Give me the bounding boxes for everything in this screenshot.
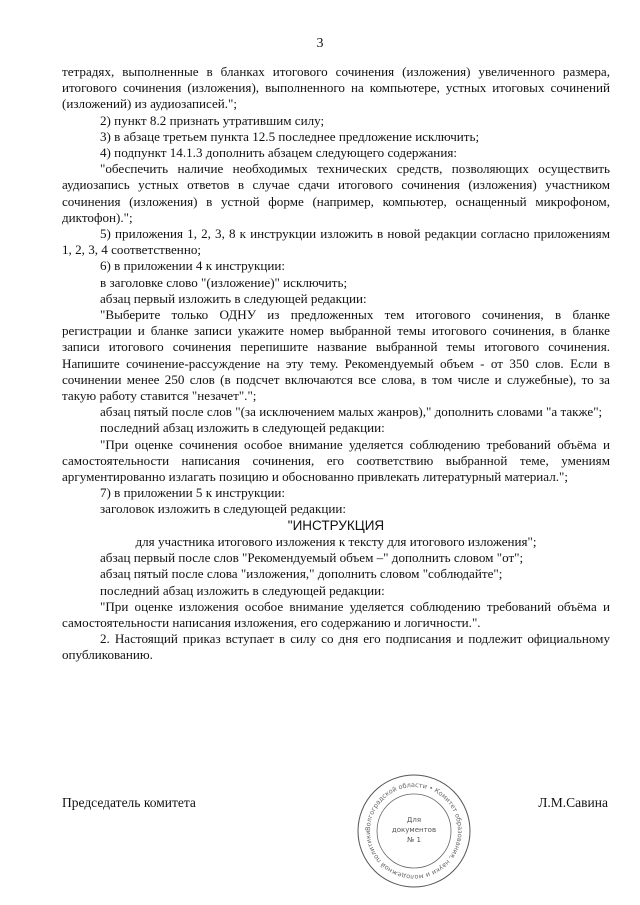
paragraph-last-para-change-2: последний абзац изложить в следующей редакции: xyxy=(100,582,385,598)
stamp-line-3: № 1 xyxy=(407,836,421,844)
paragraph-quote-exposition-evaluation: "При оценке изложения особое внимание уделяется соблюдению требований объёма и самостоятельности написания изложения, его содержанию и логичности.". xyxy=(62,598,610,630)
paragraph-continuation: тетрадях, выполненные в бланках итогового сочинения (изложения) увеличенного размера, итогового сочинения (изложения), выполненного на компьютере, устных итоговых сочинений (изложений) из аудиозаписей."; xyxy=(62,64,610,112)
paragraph-quote-equipment: "обеспечить наличие необходимых технических средств, позволяющих осуществить аудиозапись устных ответов в случае сдачи итогового сочинения (изложения) участником сочинения (изложения) в устной форме (например, компьютер, оснащенный микрофоном, диктофон)."; xyxy=(62,161,610,225)
paragraph-first-para-change: абзац первый изложить в следующей редакции: xyxy=(100,290,367,306)
paragraph-item-2: 2) пункт 8.2 признать утратившим силу; xyxy=(100,112,325,128)
instruction-subheading: для участника итогового изложения к тексту для итогового изложения"; xyxy=(135,533,537,549)
signatory-name: Л.М.Савина xyxy=(538,795,608,810)
signatory-position: Председатель комитета xyxy=(62,795,196,810)
stamp-ring-text: Волгоградской области • Комитет образования, науки и молодежной политики xyxy=(363,780,465,882)
stamp-line-1: Для xyxy=(406,816,422,824)
paragraph-quote-essay: "Выберите только ОДНУ из предложенных тем итогового сочинения, в бланке регистрации и бланке записи укажите номер выбранной темы итогового сочинения, в бланке записи итогового сочинения перепишите название выбранной темы итогового сочинения. Напишите сочинение-рассуждение на эту тему. Рекомендуемый объем - от 350 слов. Если в сочинении менее 250 слов (в подсчет включаются все слова, в том числе и служебные), то за такую работу ставится "незачет"."; xyxy=(62,307,610,404)
paragraph-effective-date: 2. Настоящий приказ вступает в силу со дня его подписания и подлежит официальному опубликованию. xyxy=(62,631,610,663)
paragraph-fifth-para-add: абзац пятый после слова "изложения," дополнить словом "соблюдайте"; xyxy=(100,566,503,582)
paragraph-fifth-para-change: абзац пятый после слов "(за исключением малых жанров)," дополнить словами "а также"; xyxy=(100,404,603,420)
paragraph-last-para-change: последний абзац изложить в следующей редакции: xyxy=(100,420,385,436)
paragraph-item-3: 3) в абзаце третьем пункта 12.5 последнее предложение исключить; xyxy=(100,128,480,144)
document-body xyxy=(62,64,610,664)
instruction-heading: "ИНСТРУКЦИЯ xyxy=(287,517,385,533)
official-stamp xyxy=(355,772,473,890)
paragraph-heading-change: в заголовке слово "(изложение)" исключить; xyxy=(100,274,348,290)
stamp-line-2: документов xyxy=(391,826,437,834)
paragraph-title-change: заголовок изложить в следующей редакции: xyxy=(100,501,346,517)
paragraph-item-5: 5) приложения 1, 2, 3, 8 к инструкции изложить в новой редакции согласно приложениям 1, 2, 3, 4 соответственно; xyxy=(62,226,610,258)
paragraph-item-7: 7) в приложении 5 к инструкции: xyxy=(100,485,286,501)
page-number: 3 xyxy=(316,36,324,51)
paragraph-item-4: 4) подпункт 14.1.3 дополнить абзацем следующего содержания: xyxy=(100,145,457,161)
paragraph-item-6: 6) в приложении 4 к инструкции: xyxy=(100,258,286,274)
paragraph-first-para-add: абзац первый после слов "Рекомендуемый объем –" дополнить словом "от"; xyxy=(100,550,524,566)
paragraph-quote-essay-evaluation: "При оценке сочинения особое внимание уделяется соблюдению требований объёма и самостоятельности написания сочинения, его соответствию выбранной теме, умениям аргументированно излагать позицию и обоснованно привлекать литературный материал."; xyxy=(62,436,610,485)
